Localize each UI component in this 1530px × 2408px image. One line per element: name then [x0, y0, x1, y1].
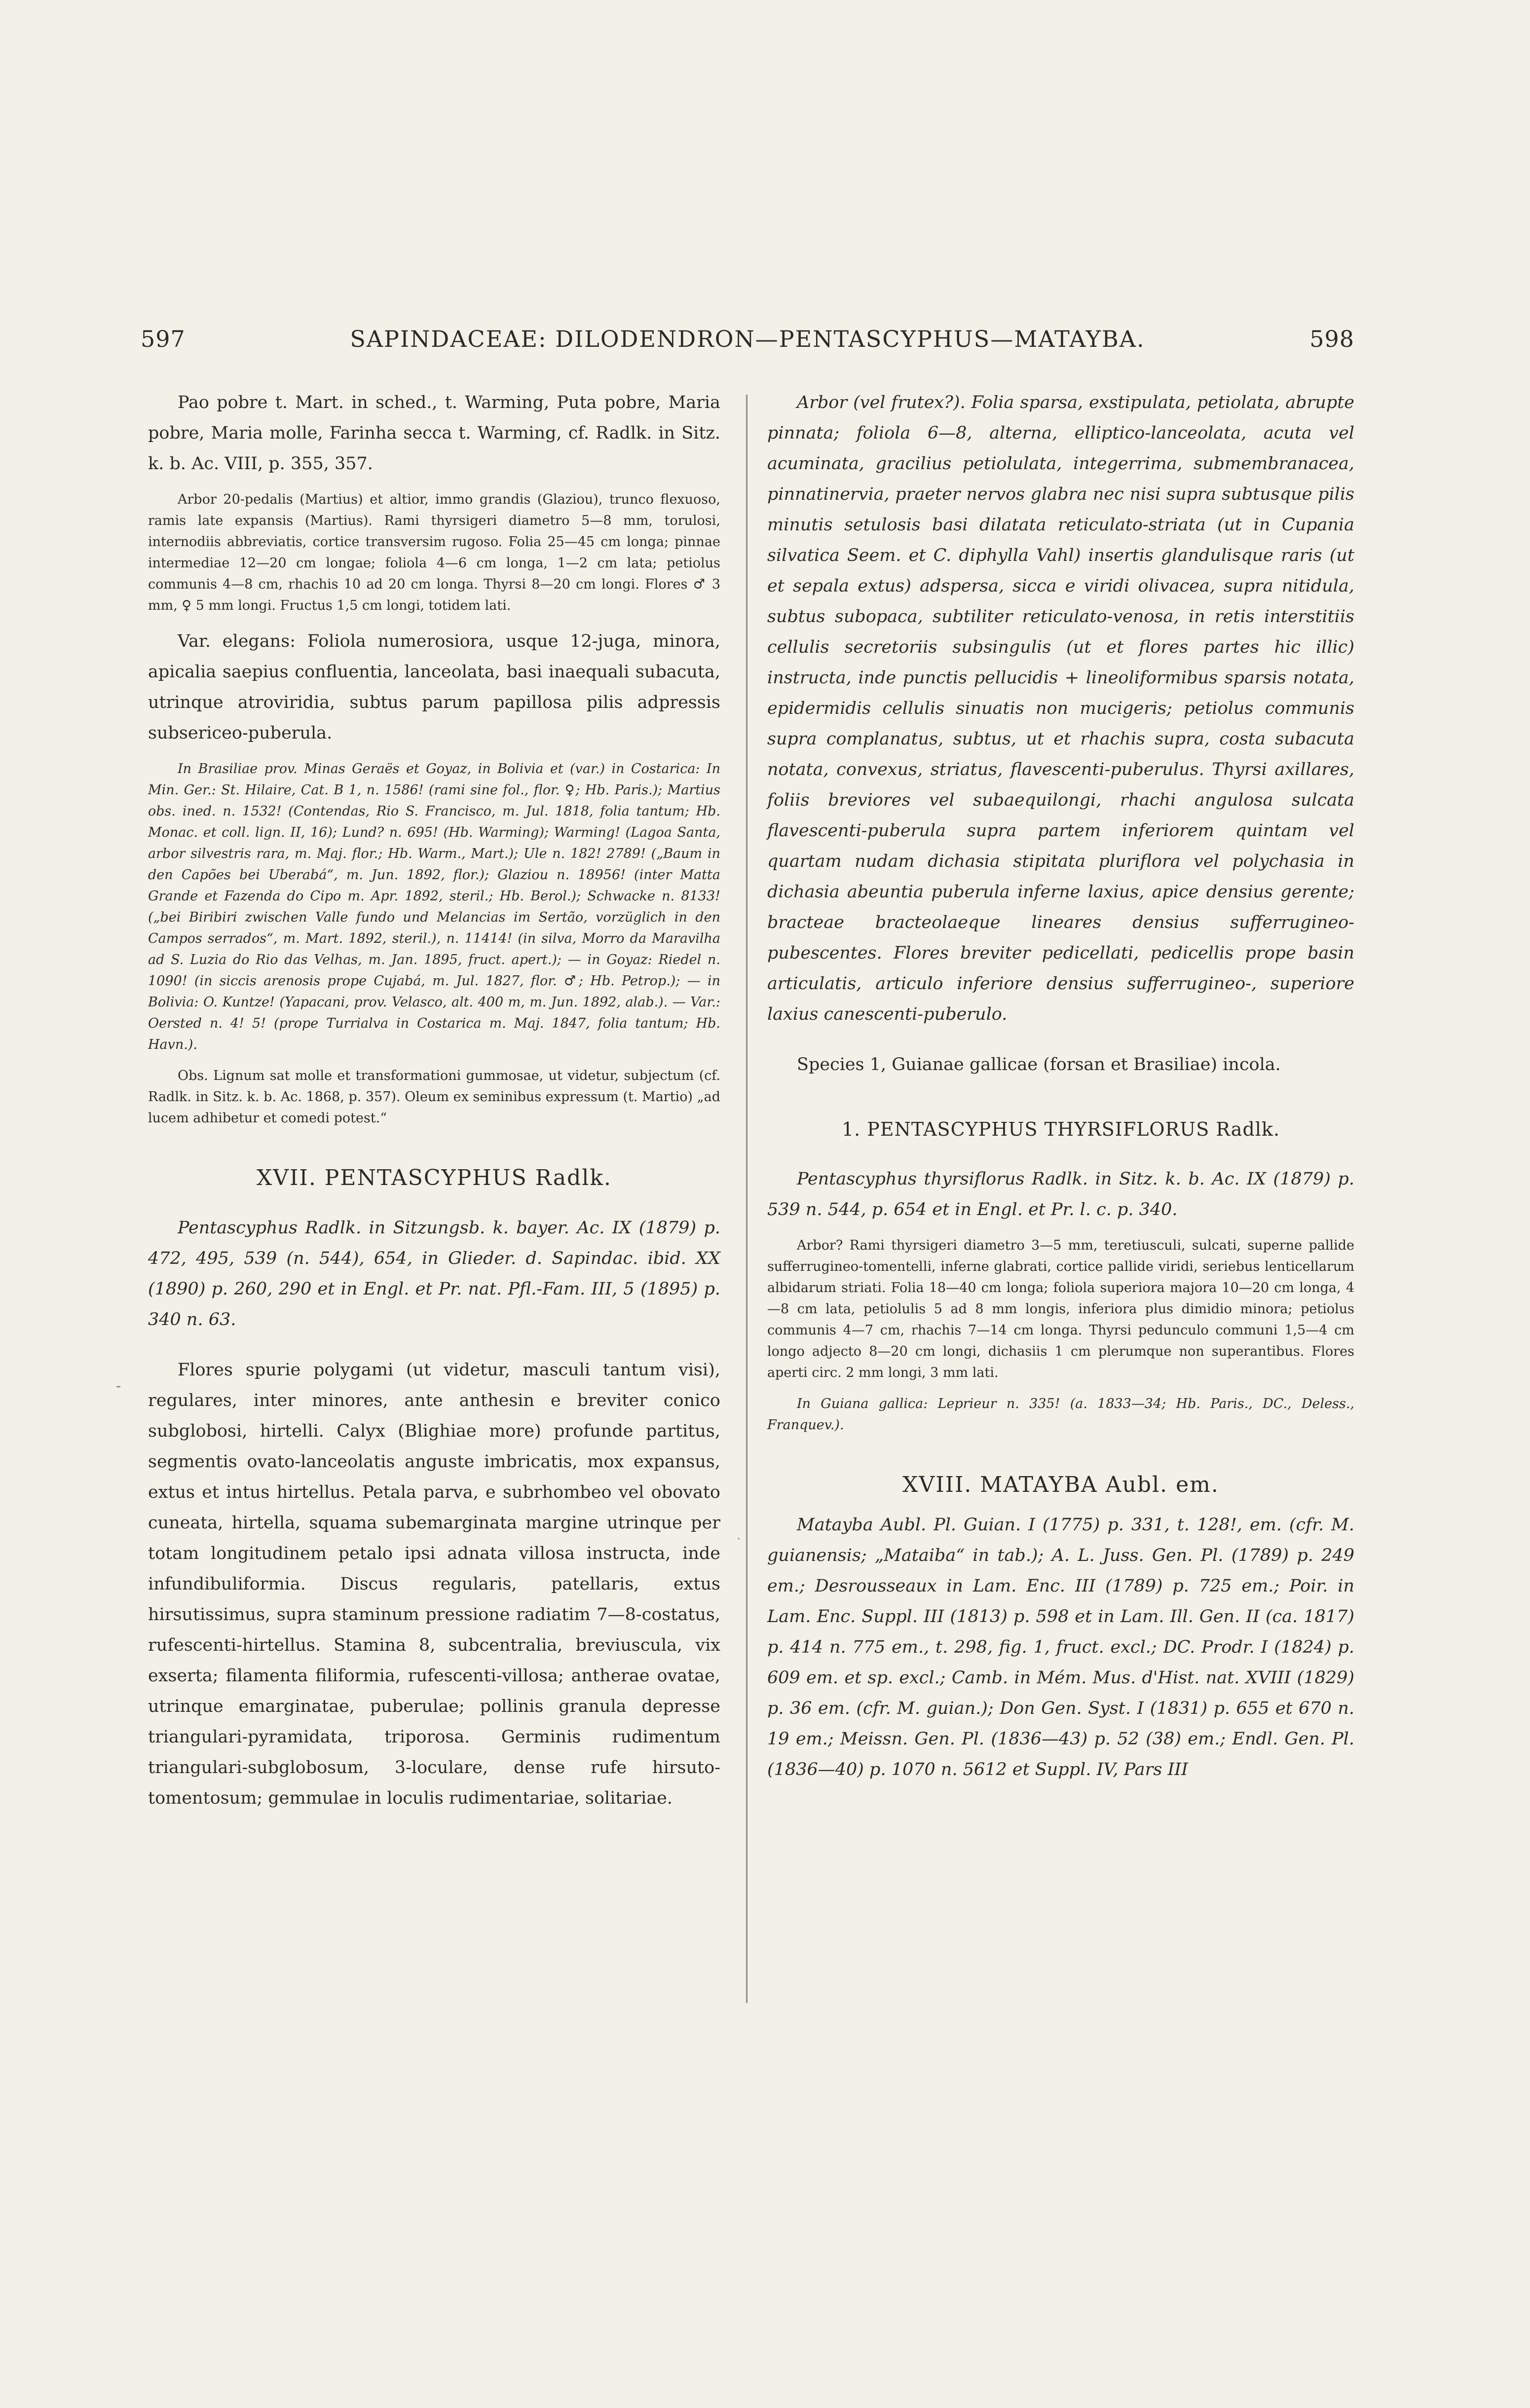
section-title-pentascyphus: XVII. PENTASCYPHUS Radlk.: [256, 1165, 612, 1190]
left-column: [148, 387, 720, 1814]
margin-mark: -: [116, 1377, 121, 1395]
right-column: [767, 387, 1354, 1785]
column-divider: [746, 395, 747, 2003]
arbor-description: Arbor 20-pedalis (Martius) et altior, immo grandis (Glaziou), trunco flexuoso, ramis late expansis (Martius). Rami thyrsigeri diametro 5—8 mm, torulosi, internodiis abbreviatis, cortice transversim rugoso. Folia 25—45 cm longa; pinnae intermediae 12—20 cm longae; foliola 4—6 cm longa, 1—2 cm lata; petiolus communis 4—8 cm, rhachis 10 ad 20 cm longa. Thyrsi 8—20 cm longi. Flores ♂ 3 mm, ♀ 5 mm longi. Fructus 1,5 cm longi, totidem lati.: [148, 492, 720, 613]
vernacular-names: Pao pobre t. Mart. in sched., t. Warming, Puta pobre, Maria pobre, Maria molle, Farinha secca t. Warming, cf. Radlk. in Sitz. k. b. Ac. VIII, p. 355, 357.: [148, 393, 720, 474]
running-title: SAPINDACEAE: DILODENDRON—PENTASCYPHUS—MATAYBA.: [350, 326, 1145, 352]
running-header: [141, 326, 1354, 355]
matayba-citation: Matayba Aubl. Pl. Guian. I (1775) p. 331, t. 128!, em. (cfr. M. guianensis; „Mataiba“ in tab.); A. L. Juss. Gen. Pl. (1789) p. 249 em.; Desrousseaux in Lam. Enc. III (1789) p. 725 em.; Poir. in Lam. Enc. Suppl. III (1813) p. 598 et in Lam. Ill. Gen. II (ca. 1817) p. 414 n. 775 em., t. 298, fig. 1, fruct. excl.; DC. Prodr. I (1824) p. 609 em. et sp. excl.; Camb. in Mém. Mus. d'Hist. nat. XVIII (1829) p. 36 em. (cfr. M. guian.); Don Gen. Syst. I (1831) p. 655 et 670 n. 19 em.; Meissn. Gen. Pl. (1836—43) p. 52 (38) em.; Endl. Gen. Pl. (1836—40) p. 1070 n. 5612 et Suppl. IV, Pars III: [767, 1515, 1354, 1779]
genus-morphology: Arbor (vel frutex?). Folia sparsa, exstipulata, petiolata, abrupte pinnata; foliola 6—8, alterna, elliptico-lanceolata, acuta vel acuminata, gracilius petiolulata, integerrima, submembranacea, pinnatinervia, praeter nervos glabra nec nisi supra subtusque pilis minutis setulosis basi dilatata reticulato-striata (ut in Cupania silvatica Seem. et C. diphylla Vahl) insertis glandulisque raris (ut et sepala extus) adspersa, sicca e viridi olivacea, supra nitidula, subtus subopaca, subtiliter reticulato-venosa, in retis interstitiis cellulis secretoriis subsingulis (ut et flores partes hic illic) instructa, inde punctis pellucidis + lineoliformibus sparsis notata, epidermidis cellulis sinuatis non mucigeris; petiolus communis supra complanatus, subtus, ut et rhachis supra, costa subacuta notata, convexus, striatus, flavescenti-puberulus. Thyrsi axillares, foliis breviores vel subaequilongi, rhachi angulosa sulcata flavescenti-puberula supra partem inferiorem quintam vel quartam nudam dichasia stipitata pluriflora vel polychasia in dichasia abeuntia puberula inferne laxius, apice densius gerente; bracteae bracteolaeque lineares densius sufferrugineo-pubescentes. Flores breviter pedicellati, pedicellis prope basin articulatis, articulo inferiore densius sufferrugineo-, superiore laxius canescenti-puberulo.: [767, 393, 1354, 1024]
species-count: Species 1, Guianae gallicae (forsan et Brasiliae) incola.: [797, 1055, 1281, 1074]
species-description: Arbor? Rami thyrsigeri diametro 3—5 mm, teretiusculi, sulcati, superne pallide sufferrugineo-tomentelli, inferne glabrati, cortice pallide viridi, seriebus lenticellarum albidarum striati. Folia 18—40 cm longa; foliola superiora majora 10—20 cm longa, 4—8 cm lata, petiolulis 5 ad 8 mm longis, inferiora plus dimidio minora; petiolus communis 4—7 cm, rhachis 7—14 cm longa. Thyrsi pedunculo communi 1,5—4 cm longo adjecto 8—20 cm longi, dichasiis 1 cm plerumque non superantibus. Flores aperti circ. 2 mm longi, 3 mm lati.: [767, 1238, 1354, 1380]
page-number-left: 597: [141, 326, 186, 352]
page-number-right: 598: [1309, 326, 1354, 352]
species-title: 1. PENTASCYPHUS THYRSIFLORUS Radlk.: [841, 1118, 1280, 1140]
section-title-matayba: XVIII. MATAYBA Aubl. em.: [902, 1472, 1219, 1497]
stray-dot: .: [737, 1528, 741, 1543]
localities: In Brasiliae prov. Minas Geraës et Goyaz, in Bolivia et (var.) in Costarica: In Min. Ger.: St. Hilaire, Cat. B 1, n. 1586! (rami sine fol., flor. ♀; Hb. Paris.); Martius obs. ined. n. 1532! (Contendas, Rio S. Francisco, m. Jul. 1818, folia tantum; Hb. Monac. et coll. lign. II, 16); Lund? n. 695! (Hb. Warming); Warming! (Lagoa Santa, arbor silvestris rara, m. Maj. flor.; Hb. Warm., Mart.); Ule n. 182! 2789! („Baum in den Capões bei Uberabá“, m. Jun. 1892, flor.); Glaziou n. 18956! (inter Matta Grande et Fazenda do Cipo m. Apr. 1892, steril.; Hb. Berol.); Schwacke n. 8133! („bei Biribiri zwischen Valle fundo und Melancias im Sertão, vorzüglich in den Campos serrados“, m. Mart. 1892, steril.), n. 11414! (in silva, Morro da Maravilha ad S. Luzia do Rio das Velhas, m. Jan. 1895, fruct. apert.); — in Goyaz: Riedel n. 1090! (in siccis arenosis prope Cujabá, m. Jul. 1827, flor. ♂; Hb. Petrop.); — in Bolivia: O. Kuntze! (Yapacani, prov. Velasco, alt. 400 m, m. Jun. 1892, alab.). — Var.: Oersted n. 4! 5! (prope Turrialva in Costarica m. Maj. 1847, folia tantum; Hb. Havn.).: [148, 761, 720, 1052]
genus-description: Flores spurie polygami (ut videtur, masculi tantum visi), regulares, inter minores, ante anthesin e breviter conico subglobosi, hirtelli. Calyx (Blighiae more) profunde partitus, segmentis ovato-lanceolatis anguste imbricatis, mox expansus, extus et intus hirtellus. Petala parva, e subrhombeo vel obovato cuneata, hirtella, squama subemarginata margine utrinque per totam longitudinem petalo ipsi adnata villosa instructa, inde infundibuliformia. Discus regularis, patellaris, extus hirsutissimus, supra staminum pressione radiatim 7—8-costatus, rufescenti-hirtellus. Stamina 8, subcentralia, breviuscula, vix exserta; filamenta filiformia, rufescenti-villosa; antherae ovatae, utrinque emarginatae, puberulae; pollinis granula depresse triangulari-pyramidata, triporosa. Germinis rudimentum triangulari-subglobosum, 3-loculare, dense rufe hirsuto-tomentosum; gemmulae in loculis rudimentariae, solitariae.: [148, 1360, 720, 1808]
observation-note: Obs. Lignum sat molle et transformationi gummosae, ut videtur, subjectum (cf. Radlk. in Sitz. k. b. Ac. 1868, p. 357). Oleum ex seminibus expressum (t. Martio) „ad lucem adhibetur et comedi potest.“: [148, 1068, 720, 1126]
species-citation: Pentascyphus thyrsiflorus Radlk. in Sitz. k. b. Ac. IX (1879) p. 539 n. 544, p. 654 et in Engl. et Pr. l. c. p. 340.: [767, 1169, 1354, 1220]
variety-elegans: Var. elegans: Foliola numerosiora, usque 12-juga, minora, apicalia saepius confluentia, lanceolata, basi inaequali subacuta, utrinque atroviridia, subtus parum papillosa pilis adpressis subsericeo-puberula.: [148, 631, 720, 743]
species-locality: In Guiana gallica: Leprieur n. 335! (a. 1833—34; Hb. Paris., DC., Deless., Franquev.).: [767, 1396, 1354, 1433]
genus-citation: Pentascyphus Radlk. in Sitzungsb. k. bayer. Ac. IX (1879) p. 472, 495, 539 (n. 544), 654, in Glieder. d. Sapindac. ibid. XX (1890) p. 260, 290 et in Engl. et Pr. nat. Pfl.-Fam. III, 5 (1895) p. 340 n. 63.: [148, 1218, 720, 1330]
